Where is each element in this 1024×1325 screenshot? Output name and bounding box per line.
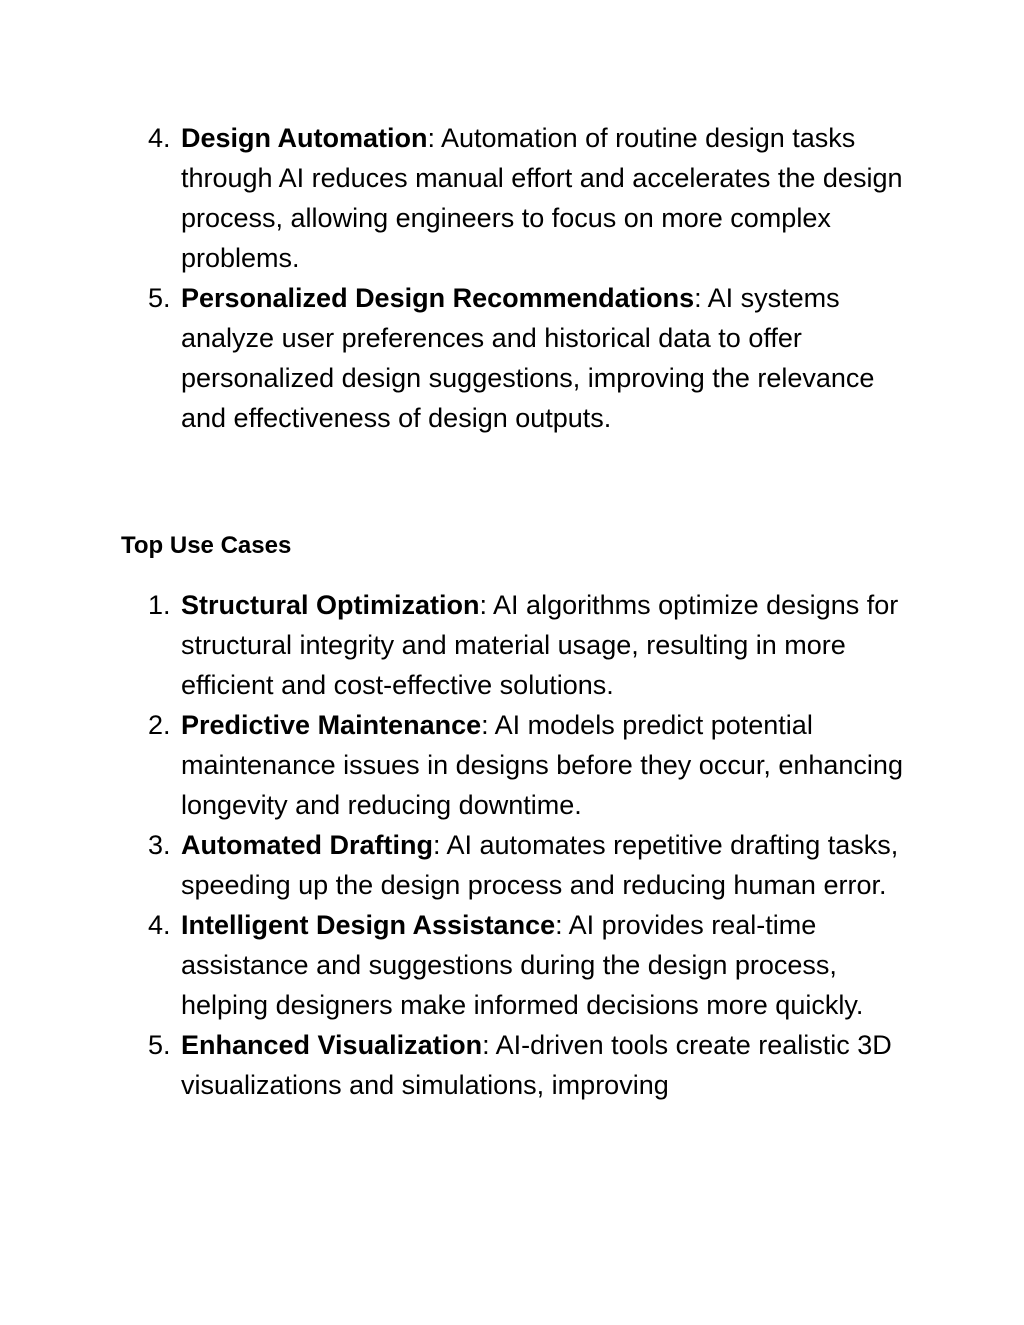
list-item-term: Design Automation xyxy=(181,123,428,153)
list-item xyxy=(148,1025,908,1105)
list-item-description: : AI systems analyze user preferences and historical data to offer personalized design suggestions, improving the relevance and effectiveness of design outputs. xyxy=(181,283,875,433)
list-item-description: : AI models predict potential maintenance issues in designs before they occur, enhancing longevity and reducing downtime. xyxy=(181,710,903,820)
list-item xyxy=(148,585,908,705)
list-item-number: 3. xyxy=(148,830,171,860)
list-item-description: : AI-driven tools create realistic 3D visualizations and simulations, improving xyxy=(181,1030,892,1100)
list-item xyxy=(148,705,908,825)
list-item-description: : Automation of routine design tasks through AI reduces manual effort and accelerates the design process, allowing engineers to focus on more complex problems. xyxy=(181,123,903,273)
list-item-description: : AI automates repetitive drafting tasks, speeding up the design process and reducing human error. xyxy=(181,830,899,900)
list-item-number: 4. xyxy=(148,123,171,153)
list-item-term: Automated Drafting xyxy=(181,830,433,860)
numbered-list-use-cases xyxy=(148,585,908,1105)
list-item-number: 4. xyxy=(148,910,171,940)
list-item-description: : AI provides real-time assistance and suggestions during the design process, helping designers make informed decisions more quickly. xyxy=(181,910,864,1020)
list-item-number: 2. xyxy=(148,710,171,740)
list-item-term: Intelligent Design Assistance xyxy=(181,910,556,940)
list-item-number: 5. xyxy=(148,1030,171,1060)
list-item-term: Personalized Design Recommendations xyxy=(181,283,695,313)
numbered-list-continued xyxy=(148,118,908,438)
list-item-description: : AI algorithms optimize designs for structural integrity and material usage, resulting in more efficient and cost-effective solutions. xyxy=(181,590,899,700)
list-item-term: Enhanced Visualization xyxy=(181,1030,483,1060)
section-heading: Top Use Cases xyxy=(121,532,292,559)
list-item-number: 5. xyxy=(148,283,171,313)
list-item xyxy=(148,118,908,278)
list-item xyxy=(148,278,908,438)
list-item-number: 1. xyxy=(148,590,171,620)
list-item xyxy=(148,905,908,1025)
list-item-term: Structural Optimization xyxy=(181,590,480,620)
list-item-term: Predictive Maintenance xyxy=(181,710,482,740)
list-item xyxy=(148,825,908,905)
